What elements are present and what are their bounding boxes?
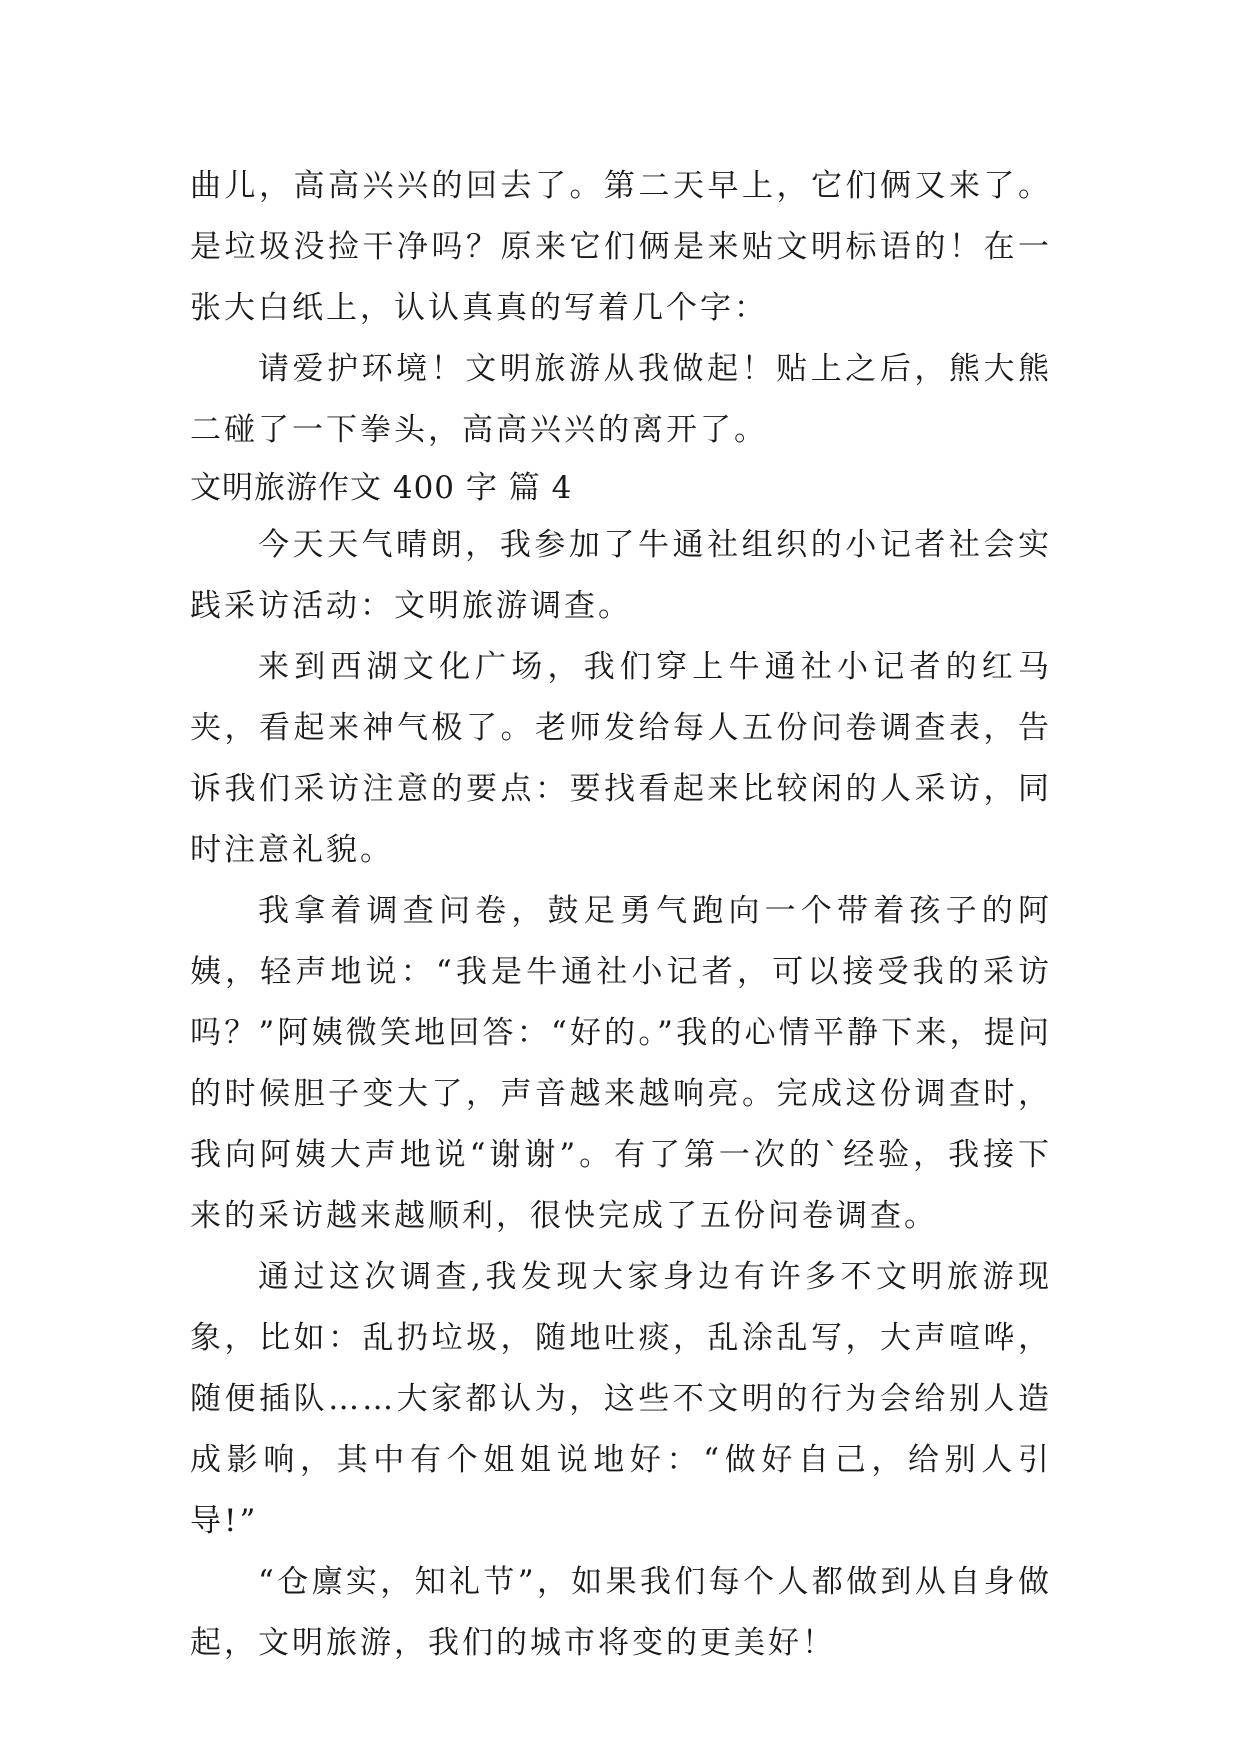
paragraph: 来到西湖文化广场，我们穿上牛通社小记者的红马夹，看起来神气极了。老师发给每人五份问卷调查表，告诉我们采访注意的要点：要找看起来比较闲的人采访，同时注意礼貌。 (190, 649, 1052, 868)
paragraph: “仓廪实，知礼节”，如果我们每个人都做到从自身做起，文明旅游，我们的城市将变的更美好！ (190, 1564, 1052, 1661)
section-heading: 文明旅游作文 400 字 篇 4 (190, 470, 573, 506)
paragraph: 我拿着调查问卷，鼓足勇气跑向一个带着孩子的阿姨，轻声地说：“我是牛通社小记者，可以接受我的采访吗？”阿姨微笑地回答：“好的。”我的心情平静下来，提问的时候胆子变大了，声音越来越响亮。完成这份调查时，我向阿姨大声地说“谢谢”。有了第一次的`经验，我接下来的采访越来越顺利，很快完成了五份问卷调查。 (190, 893, 1052, 1234)
paragraph: 通过这次调查,我发现大家身边有许多不文明旅游现象，比如：乱扔垃圾，随地吐痰，乱涂乱写，大声喧哗，随便插队……大家都认为，这些不文明的行为会给别人造成影响，其中有个姐姐说地好：“做好自己，给别人引导!” (190, 1259, 1052, 1539)
document-body (190, 156, 1052, 1674)
paragraph: 今天天气晴朗，我参加了牛通社组织的小记者社会实践采访活动：文明旅游调查。 (190, 527, 1052, 624)
paragraph-slogan: 请爱护环境！文明旅游从我做起！贴上之后，熊大熊二碰了一下拳头，高高兴兴的离开了。 (190, 351, 1052, 448)
paragraph-continuation: 曲儿，高高兴兴的回去了。第二天早上，它们俩又来了。是垃圾没捡干净吗？原来它们俩是来贴文明标语的！在一张大白纸上，认认真真的写着几个字： (190, 168, 1052, 326)
